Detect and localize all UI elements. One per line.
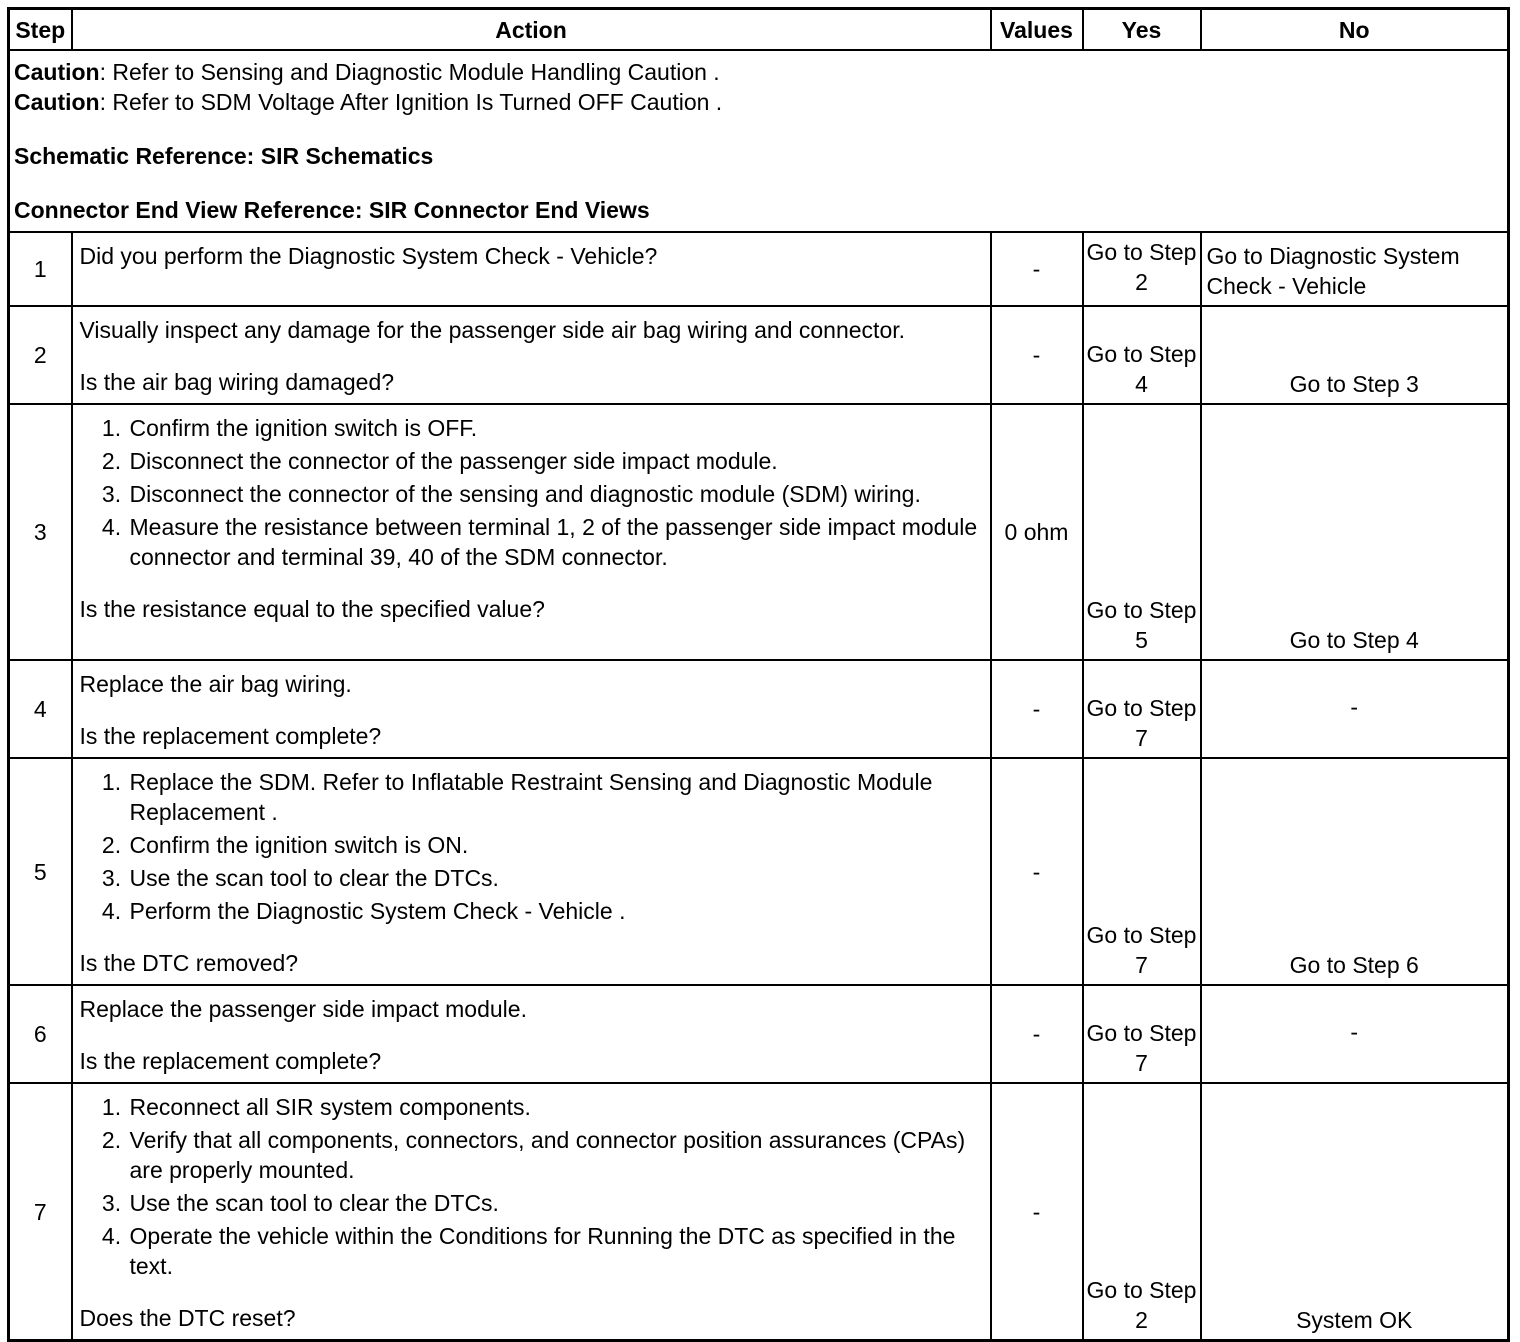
list-item: 4. Measure the resistance between terminal 1, 2 of the passenger side impact module connector and terminal 39, 40 of the SDM connector. (128, 512, 984, 572)
values-cell: - (991, 660, 1083, 758)
yes-cell: Go to Step 2 (1083, 232, 1201, 306)
caution-label: Caution (14, 89, 100, 115)
header-row (9, 9, 1509, 51)
action-text: Visually inspect any damage for the passenger side air bag wiring and connector. (79, 317, 906, 343)
list-item: 2. Disconnect the connector of the passenger side impact module. (128, 446, 984, 476)
action-cell (72, 404, 991, 660)
yes-cell: Go to Step 5 (1083, 404, 1201, 660)
step-number: 6 (9, 985, 72, 1083)
values-cell: - (991, 985, 1083, 1083)
list-item: 2. Verify that all components, connectors, and connector position assurances (CPAs) are properly mounted. (128, 1125, 984, 1185)
table-row (9, 985, 1509, 1083)
caution-text-1: : Refer to Sensing and Diagnostic Module Handling Caution . (99, 59, 720, 85)
intro-cell (9, 50, 1509, 232)
table-row (9, 232, 1509, 306)
action-cell (72, 660, 991, 758)
header-yes: Yes (1083, 9, 1201, 51)
no-cell: Go to Diagnostic System Check - Vehicle (1201, 232, 1509, 306)
list-item: 4. Operate the vehicle within the Conditions for Running the DTC as specified in the text. (128, 1221, 984, 1281)
no-cell: System OK (1201, 1083, 1509, 1341)
yes-cell: Go to Step 2 (1083, 1083, 1201, 1341)
values-cell: - (991, 232, 1083, 306)
header-action: Action (72, 9, 991, 51)
action-question: Is the DTC removed? (79, 950, 299, 976)
action-question: Does the DTC reset? (79, 1305, 296, 1331)
no-cell: Go to Step 3 (1201, 306, 1509, 404)
action-cell (72, 985, 991, 1083)
step-number: 2 (9, 306, 72, 404)
no-cell: - (1201, 985, 1509, 1083)
no-cell: Go to Step 6 (1201, 758, 1509, 985)
caution-line-2 (14, 87, 1503, 117)
diagnostic-table-container (7, 7, 1510, 1342)
caution-label: Caution (14, 59, 100, 85)
list-item: 1. Reconnect all SIR system components. (128, 1092, 984, 1122)
caution-text-2: : Refer to SDM Voltage After Ignition Is Turned OFF Caution . (99, 89, 723, 115)
connector-reference: Connector End View Reference: SIR Connector End Views (14, 197, 650, 223)
step-number: 4 (9, 660, 72, 758)
values-cell: - (991, 306, 1083, 404)
list-item: 3. Use the scan tool to clear the DTCs. (128, 1188, 984, 1218)
action-cell (72, 1083, 991, 1341)
action-question: Is the replacement complete? (79, 723, 382, 749)
header-values: Values (991, 9, 1083, 51)
action-cell (72, 306, 991, 404)
step-number: 1 (9, 232, 72, 306)
action-question: Is the air bag wiring damaged? (79, 369, 395, 395)
header-no: No (1201, 9, 1509, 51)
list-item: 4. Perform the Diagnostic System Check - Vehicle . (128, 896, 984, 926)
no-cell: Go to Step 4 (1201, 404, 1509, 660)
action-text: Replace the passenger side impact module. (79, 996, 527, 1022)
action-list (80, 413, 984, 572)
intro-row (9, 50, 1509, 232)
action-question: Is the replacement complete? (79, 1048, 382, 1074)
step-number: 3 (9, 404, 72, 660)
values-cell: 0 ohm (991, 404, 1083, 660)
step-number: 5 (9, 758, 72, 985)
step-number: 7 (9, 1083, 72, 1341)
action-list (80, 767, 984, 926)
action-list (80, 1092, 984, 1281)
action-cell (72, 232, 991, 306)
table-row (9, 306, 1509, 404)
list-item: 3. Use the scan tool to clear the DTCs. (128, 863, 984, 893)
list-item: 3. Disconnect the connector of the sensing and diagnostic module (SDM) wiring. (128, 479, 984, 509)
list-item: 2. Confirm the ignition switch is ON. (128, 830, 984, 860)
diagnostic-table (7, 7, 1510, 1342)
list-item: 1. Confirm the ignition switch is OFF. (128, 413, 984, 443)
table-row (9, 660, 1509, 758)
header-step: Step (9, 9, 72, 51)
action-text: Did you perform the Diagnostic System Check - Vehicle? (79, 243, 658, 269)
action-cell (72, 758, 991, 985)
yes-cell: Go to Step 4 (1083, 306, 1201, 404)
no-cell: - (1201, 660, 1509, 758)
action-text: Replace the air bag wiring. (79, 671, 352, 697)
list-item: 1. Replace the SDM. Refer to Inflatable Restraint Sensing and Diagnostic Module Replacement . (128, 767, 984, 827)
schematic-reference: Schematic Reference: SIR Schematics (14, 143, 434, 169)
table-row (9, 1083, 1509, 1341)
table-row (9, 404, 1509, 660)
caution-line-1 (14, 57, 1503, 87)
yes-cell: Go to Step 7 (1083, 660, 1201, 758)
table-row (9, 758, 1509, 985)
values-cell: - (991, 758, 1083, 985)
yes-cell: Go to Step 7 (1083, 985, 1201, 1083)
action-question: Is the resistance equal to the specified value? (79, 596, 545, 622)
values-cell: - (991, 1083, 1083, 1341)
yes-cell: Go to Step 7 (1083, 758, 1201, 985)
